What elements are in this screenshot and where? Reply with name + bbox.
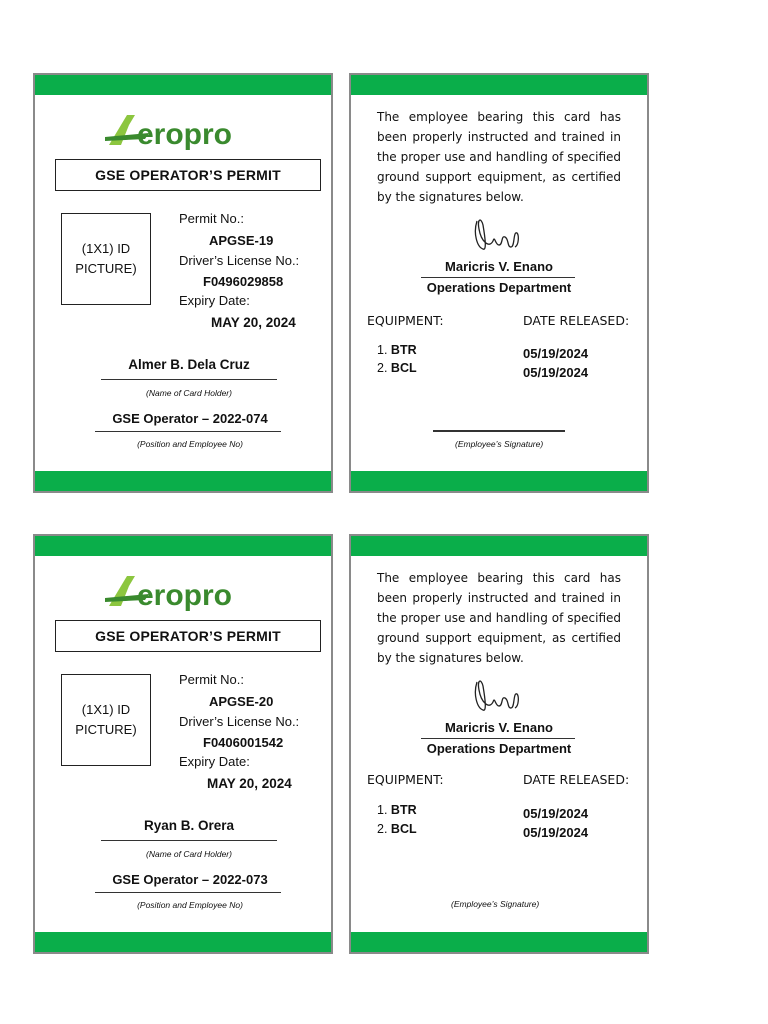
certification-text: The employee bearing this card has been properly instructed and trained in the proper use and handling of specified ground support equipment, as certified by the signatures below. — [377, 110, 621, 204]
equipment-row — [377, 803, 417, 817]
green-top-bar — [35, 536, 331, 556]
position-employee-no: GSE Operator – 2022-074 — [112, 411, 268, 426]
permit-no-value: APGSE-19 — [209, 233, 274, 248]
green-top-bar — [35, 75, 331, 95]
certification-text: The employee bearing this card has been properly instructed and trained in the proper use and handling of specified ground support equipment, as certified by the signatures below. — [377, 571, 621, 665]
equipment-row — [377, 361, 417, 375]
id-picture-placeholder: (1X1) ID PICTURE) — [61, 674, 151, 766]
equipment-date: 05/19/2024 — [523, 346, 589, 361]
license-label: Driver’s License No.: — [179, 253, 300, 268]
employee-signature-line — [433, 430, 565, 432]
equipment-code: BTR — [390, 343, 417, 357]
signer-underline — [421, 738, 575, 739]
green-top-bar — [351, 75, 647, 95]
supervisor-signature-icon — [469, 672, 529, 725]
card-holder-name: Almer B. Dela Cruz — [128, 357, 250, 372]
equipment-code: BTR — [390, 803, 417, 817]
equipment-date: 05/19/2024 — [523, 806, 589, 821]
position-employee-no: GSE Operator – 2022-073 — [112, 872, 268, 887]
equipment-row — [377, 822, 417, 836]
permit-no-label: Permit No.: — [179, 211, 245, 226]
license-label: Driver’s License No.: — [179, 714, 300, 729]
signer-name: Maricris V. Enano — [445, 259, 553, 274]
department: Operations Department — [426, 741, 572, 756]
green-top-bar — [351, 536, 647, 556]
svg-text:eropro: eropro — [137, 118, 233, 151]
permit-card-front-2 — [33, 534, 333, 954]
holder-caption: (Name of Card Holder) — [146, 388, 232, 398]
green-bottom-bar — [35, 471, 331, 491]
holder-caption: (Name of Card Holder) — [146, 849, 232, 859]
equipment-date: 05/19/2024 — [523, 825, 589, 840]
expiry-value: MAY 20, 2024 — [211, 315, 296, 330]
permit-card-front-1 — [33, 73, 333, 493]
equipment-number: 1. — [377, 343, 388, 357]
date-released-header: DATE RELEASED: — [523, 772, 630, 787]
permit-no-label: Permit No.: — [179, 672, 245, 687]
svg-text:eropro: eropro — [137, 579, 233, 612]
position-underline — [95, 892, 281, 893]
equipment-number: 2. — [377, 361, 388, 375]
position-caption: (Position and Employee No) — [137, 900, 243, 910]
position-underline — [95, 431, 281, 432]
license-value: F0406001542 — [203, 735, 284, 750]
equipment-header: EQUIPMENT: — [367, 772, 444, 787]
expiry-label: Expiry Date: — [179, 293, 250, 308]
equipment-code: BCL — [390, 361, 417, 375]
green-bottom-bar — [351, 932, 647, 952]
green-bottom-bar — [351, 471, 647, 491]
equipment-date: 05/19/2024 — [523, 365, 589, 380]
equipment-number: 2. — [377, 822, 388, 836]
expiry-value: MAY 20, 2024 — [207, 776, 292, 791]
signer-underline — [421, 277, 575, 278]
department: Operations Department — [426, 280, 572, 295]
position-caption: (Position and Employee No) — [137, 439, 243, 449]
permit-card-back-1 — [349, 73, 649, 493]
equipment-code: BCL — [390, 822, 417, 836]
name-underline — [101, 379, 277, 380]
equipment-row — [377, 343, 417, 357]
employee-signature-caption: (Employee’s Signature) — [455, 439, 544, 449]
permit-card-back-2 — [349, 534, 649, 954]
supervisor-signature-icon — [469, 211, 529, 264]
name-underline — [101, 840, 277, 841]
green-bottom-bar — [35, 932, 331, 952]
employee-signature-caption: (Employee’s Signature) — [451, 899, 540, 909]
expiry-label: Expiry Date: — [179, 754, 250, 769]
equipment-number: 1. — [377, 803, 388, 817]
signer-name: Maricris V. Enano — [445, 720, 553, 735]
permit-title: GSE OPERATOR’S PERMIT — [55, 159, 321, 191]
aeropro-logo — [105, 572, 275, 612]
card-holder-name: Ryan B. Orera — [143, 818, 235, 833]
equipment-header: EQUIPMENT: — [367, 313, 444, 328]
id-picture-placeholder: (1X1) ID PICTURE) — [61, 213, 151, 305]
date-released-header: DATE RELEASED: — [523, 313, 630, 328]
permit-title: GSE OPERATOR’S PERMIT — [55, 620, 321, 652]
license-value: F0496029858 — [203, 274, 284, 289]
permit-no-value: APGSE-20 — [209, 694, 274, 709]
aeropro-logo — [105, 111, 275, 151]
